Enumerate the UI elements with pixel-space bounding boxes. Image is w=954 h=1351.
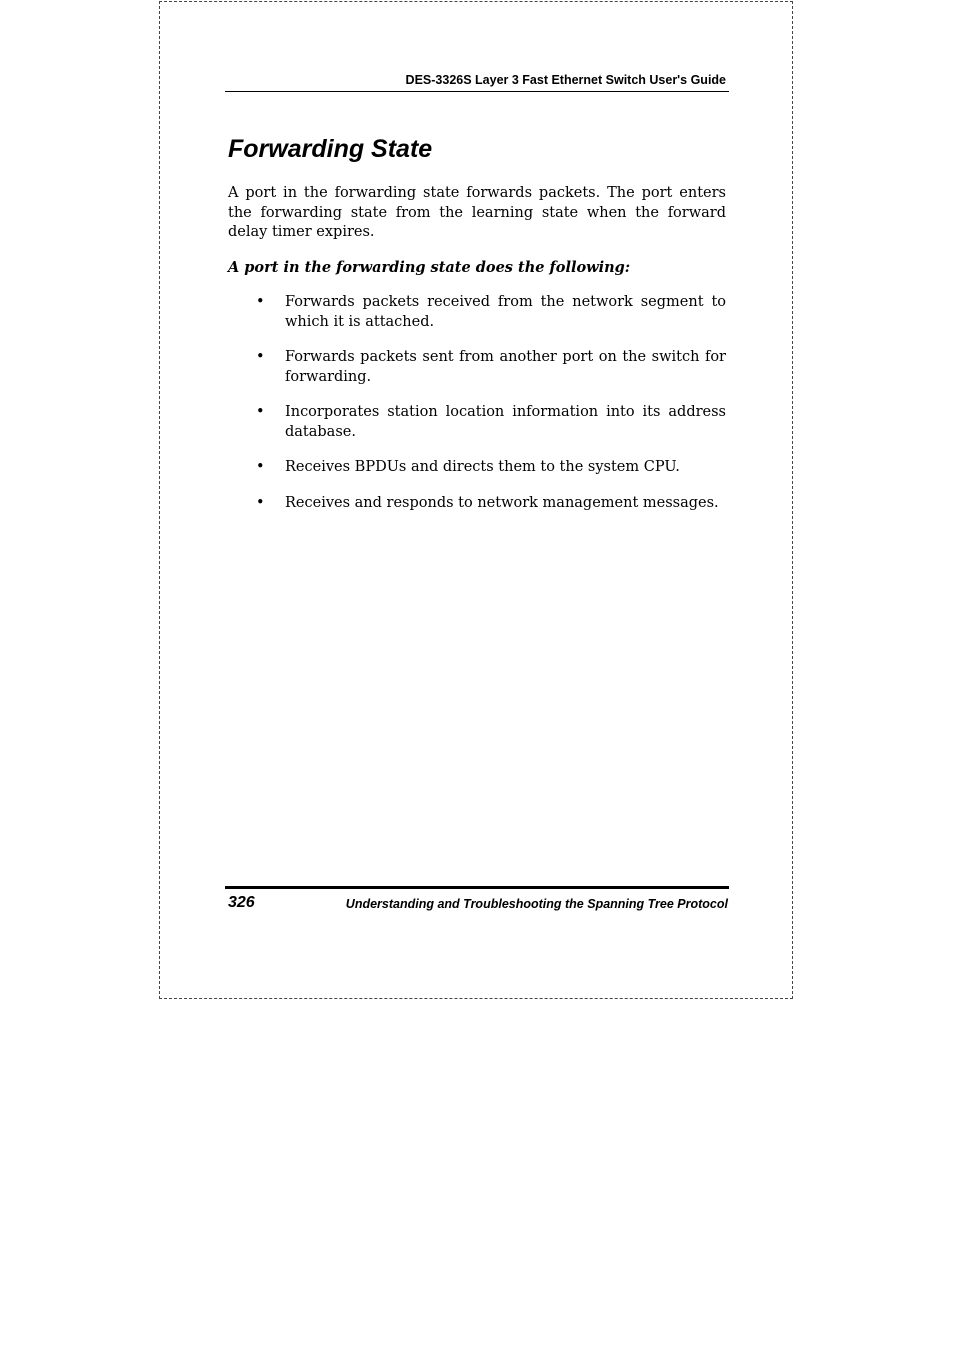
footer-rule [225,886,729,889]
bullet-icon: • [256,294,265,310]
section-body [228,184,726,529]
intro-paragraph: A port in the forwarding state forwards packets. The port enters the forwarding state from the learning state when the forward delay timer expires. [228,185,726,240]
running-footer: Understanding and Troubleshooting the Spanning Tree Protocol [345,897,728,911]
list-item-text: Receives and responds to network management messages. [285,494,719,511]
list-item-text: Forwards packets sent from another port on the switch for forwarding. [285,349,726,385]
list-item-text: Receives BPDUs and directs them to the system CPU. [285,459,680,475]
list-item [228,458,726,478]
section-title: Forwarding State [228,135,433,163]
bullet-icon: • [256,349,265,365]
list-item-text: Incorporates station location information into its address database. [285,404,726,440]
header-rule [225,91,729,92]
list-item [228,494,726,514]
list-item [228,293,726,332]
running-header: DES-3326S Layer 3 Fast Ethernet Switch User's Guide [405,73,726,87]
bullet-list [228,293,726,513]
bullet-icon: • [256,404,265,420]
list-item [228,348,726,387]
list-item [228,403,726,442]
bullet-icon: • [256,459,265,475]
subheading: A port in the forwarding state does the following: [228,258,631,276]
list-item-text: Forwards packets received from the network segment to which it is attached. [285,294,726,330]
page-number: 326 [228,894,255,911]
bullet-icon: • [256,494,265,511]
